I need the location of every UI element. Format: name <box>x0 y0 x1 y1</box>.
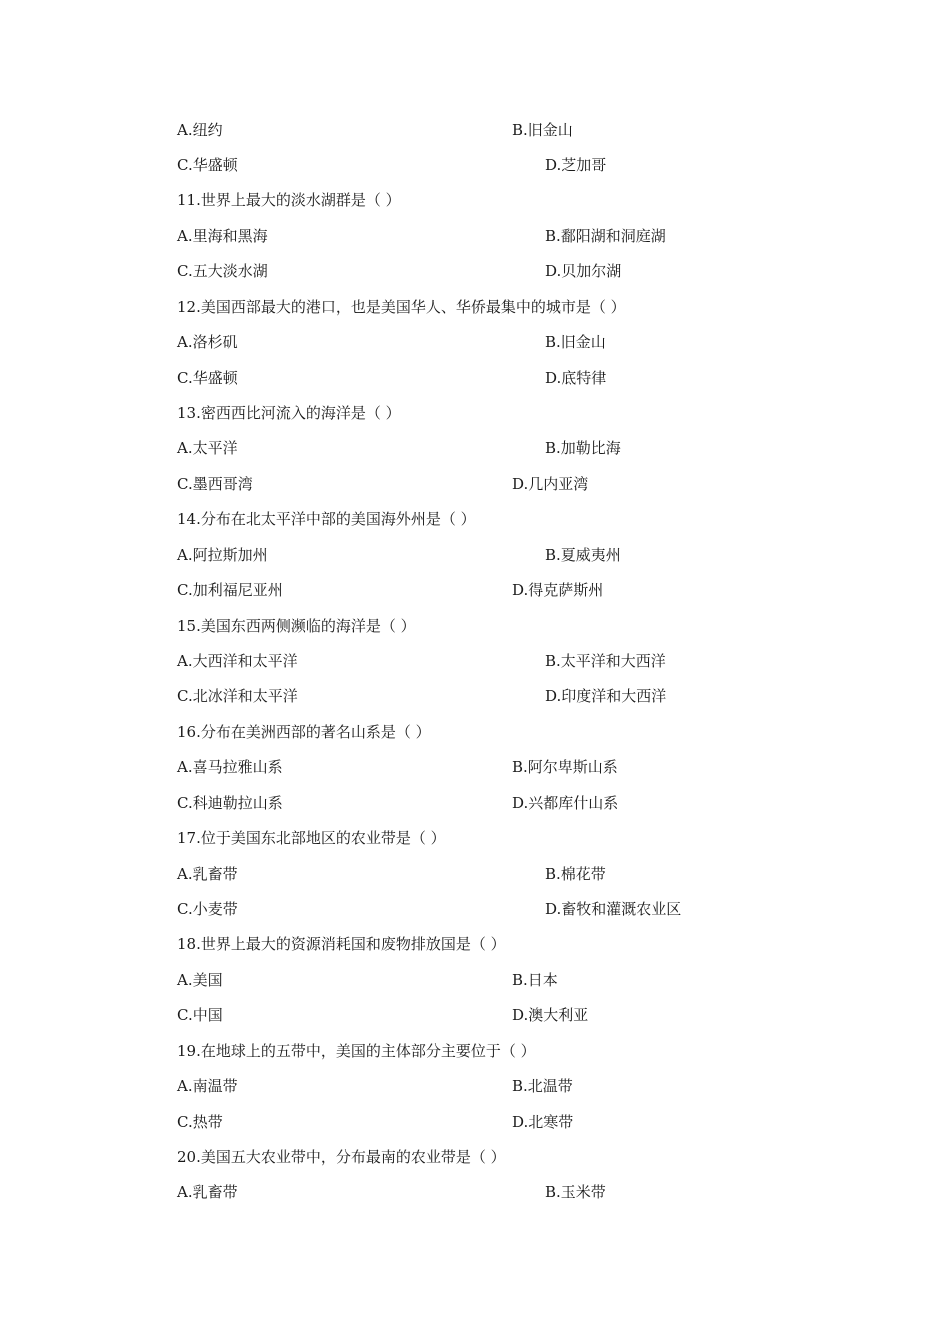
question-stem: 13.密西西比河流入的海洋是（ ） <box>177 404 401 422</box>
option-a: A.喜马拉雅山系 <box>177 758 283 776</box>
question-stem: 20.美国五大农业带中，分布最南的农业带是（ ） <box>177 1148 506 1166</box>
option-d: D.几内亚湾 <box>512 475 589 493</box>
option-c: C.中国 <box>177 1006 223 1024</box>
option-c: C.加利福尼亚州 <box>177 581 283 599</box>
option-c: C.华盛顿 <box>177 156 238 174</box>
option-d: D.兴都库什山系 <box>512 794 619 812</box>
option-b: B.旧金山 <box>512 121 573 139</box>
question-stem: 11.世界上最大的淡水湖群是（ ） <box>177 191 401 209</box>
option-d: D.畜牧和灌溉农业区 <box>545 900 682 918</box>
option-d: D.底特律 <box>545 369 607 387</box>
option-b: B.日本 <box>512 971 558 989</box>
option-b: B.太平洋和大西洋 <box>545 652 666 670</box>
option-a: A.阿拉斯加州 <box>177 546 268 564</box>
option-c: C.墨西哥湾 <box>177 475 253 493</box>
option-d: D.澳大利亚 <box>512 1006 589 1024</box>
question-stem: 12.美国西部最大的港口，也是美国华人、华侨最集中的城市是（ ） <box>177 298 626 316</box>
option-c: C.热带 <box>177 1113 223 1131</box>
option-a: A.纽约 <box>177 121 223 139</box>
option-d: D.得克萨斯州 <box>512 581 604 599</box>
option-a: A.乳畜带 <box>177 865 238 883</box>
option-b: B.夏威夷州 <box>545 546 621 564</box>
option-b: B.北温带 <box>512 1077 573 1095</box>
option-b: B.阿尔卑斯山系 <box>512 758 618 776</box>
option-a: A.大西洋和太平洋 <box>177 652 298 670</box>
question-stem: 19.在地球上的五带中，美国的主体部分主要位于（ ） <box>177 1042 536 1060</box>
option-d: D.印度洋和大西洋 <box>545 687 667 705</box>
option-a: A.洛杉矶 <box>177 333 238 351</box>
option-a: A.里海和黑海 <box>177 227 268 245</box>
option-c: C.华盛顿 <box>177 369 238 387</box>
option-c: C.科迪勒拉山系 <box>177 794 283 812</box>
option-a: A.美国 <box>177 971 223 989</box>
option-b: B.鄱阳湖和洞庭湖 <box>545 227 666 245</box>
option-d: D.北寒带 <box>512 1113 574 1131</box>
option-b: B.玉米带 <box>545 1183 606 1201</box>
option-b: B.棉花带 <box>545 865 606 883</box>
option-a: A.乳畜带 <box>177 1183 238 1201</box>
option-d: D.贝加尔湖 <box>545 262 622 280</box>
option-b: B.加勒比海 <box>545 439 621 457</box>
question-stem: 18.世界上最大的资源消耗国和废物排放国是（ ） <box>177 935 506 953</box>
question-stem: 17.位于美国东北部地区的农业带是（ ） <box>177 829 446 847</box>
question-stem: 15.美国东西两侧濒临的海洋是（ ） <box>177 617 416 635</box>
option-b: B.旧金山 <box>545 333 606 351</box>
option-a: A.南温带 <box>177 1077 238 1095</box>
option-d: D.芝加哥 <box>545 156 607 174</box>
option-c: C.五大淡水湖 <box>177 262 268 280</box>
option-c: C.小麦带 <box>177 900 238 918</box>
question-stem: 16.分布在美洲西部的著名山系是（ ） <box>177 723 431 741</box>
option-c: C.北冰洋和太平洋 <box>177 687 298 705</box>
question-stem: 14.分布在北太平洋中部的美国海外州是（ ） <box>177 510 476 528</box>
option-a: A.太平洋 <box>177 439 238 457</box>
